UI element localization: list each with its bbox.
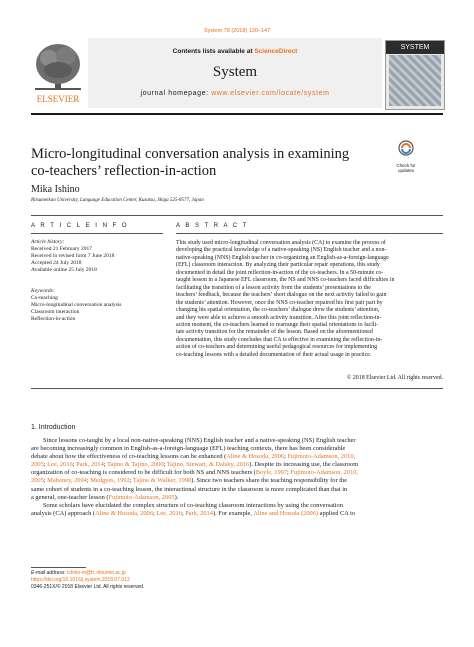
citation-link[interactable]: Fujimoto-Adamson, 2010, — [287, 453, 356, 461]
body-text-segment: ; — [103, 461, 108, 469]
homepage-prefix: journal homepage: — [140, 90, 212, 97]
check-for-updates-icon — [398, 140, 414, 158]
abstract-line: action moment, the co-teachers learned to rearrange their spatial orientations to facili- — [176, 321, 379, 328]
email-label: E-mail address: — [31, 570, 68, 576]
body-text-segment: a general, one-teacher lesson ( — [31, 493, 109, 501]
body-line — [31, 494, 443, 502]
history-item: Available online 25 July 2018 — [31, 267, 97, 273]
abstract-line: co-teaching lessons with a detailed documentation of their actual usage in practice. — [176, 351, 372, 358]
abstract-line: tate activity transition for the remainder of the lesson. Based on the aforementioned — [176, 329, 373, 336]
history-item: Accepted 24 July 2018 — [31, 260, 82, 266]
body-line — [31, 502, 443, 510]
citation-link[interactable]: Aline & Hosoda, 2006 — [95, 509, 153, 517]
journal-cover[interactable] — [385, 40, 445, 110]
abstract-body — [176, 240, 443, 359]
body-text-segment: ). Since two teachers share the teaching responsibility for the — [191, 477, 348, 485]
article-info-heading: A R T I C L E I N F O — [31, 223, 129, 229]
abstract-line: native-speaking (NNS) English teacher in co-organizing an English-as-a-foreign-language — [176, 254, 389, 261]
introduction-heading: 1. Introduction — [31, 424, 76, 431]
author-affiliation: Ritsumeikan University, Language Education Center, Kusatsu, Shiga 525-8577, Japan — [31, 198, 204, 203]
homepage-link[interactable]: www.elsevier.com/locate/system — [211, 90, 330, 97]
history-item: Received in revised form 7 June 2018 — [31, 253, 115, 259]
body-text-segment: ; — [181, 509, 186, 517]
citation-link[interactable]: Boyle, 1997 — [255, 469, 288, 477]
abstract-line: and they were able to achieve a smooth activity transition. After this joint reflection-in- — [176, 314, 382, 321]
keyword: Reflection-in-action — [31, 316, 76, 322]
sciencedirect-link[interactable]: ScienceDirect — [254, 48, 298, 55]
citation-link[interactable]: Mahoney, 2004 — [47, 477, 87, 485]
section-rule — [31, 215, 443, 216]
title-line-2: co-teachers’ reflection-in-action — [31, 163, 217, 179]
journal-name: System — [212, 64, 258, 80]
body-text-segment: ). Despite its increasing use, the classroom — [249, 461, 359, 469]
body-text-segment: Since lessons co-taught by a local non-native-speaking (NNS) English teacher and a native-speaking (NS) English teacher — [43, 437, 356, 444]
citation-link[interactable]: Park, 2014 — [76, 461, 104, 469]
keyword: Micro-longitudinal conversation analysis — [31, 302, 122, 308]
body-text-segment: organization of co-teaching is considered to be difficult for both NS and NNS teachers ( — [31, 469, 256, 477]
journal-homepage — [88, 90, 382, 97]
contents-prefix: Contents lists available at — [172, 48, 255, 55]
body-line — [31, 469, 443, 477]
body-text-segment: Some scholars have elucidated the complex structure of co-teaching classroom interactions by using the conversation — [43, 501, 343, 509]
badge-label: Check for updates — [396, 163, 416, 173]
keyword: Co-teaching — [31, 295, 58, 301]
citation-link[interactable]: 2005 — [31, 461, 44, 469]
body-text-segment: analysis (CA) approach ( — [31, 509, 96, 517]
citation-link[interactable]: Aline & Hosoda, 2006 — [226, 453, 285, 461]
history-label: Article history: — [31, 239, 65, 245]
citation-link[interactable]: Tajino & Tajino, 2000 — [107, 461, 164, 469]
body-text-segment: ; — [43, 461, 48, 469]
elsevier-logo — [31, 40, 85, 108]
body-line — [31, 461, 443, 469]
footnotes — [31, 570, 144, 591]
keywords — [31, 288, 171, 323]
check-for-updates-badge[interactable] — [392, 140, 420, 172]
abstract-line: developing the practical knowledge of a native-speaking (NS) English teacher and a non- — [176, 247, 387, 254]
citation-link[interactable]: Park, 2014 — [185, 509, 213, 517]
issn-line: 0346-251X/© 2018 Elsevier Ltd. All rights reserved. — [31, 584, 145, 590]
abstract-line: documentation, this study concludes that CA is effective in examining the reflection-in- — [176, 336, 383, 343]
abstract-line: facilitating the transition of a lesson activity from the students’ presentations to the — [176, 284, 371, 291]
citation-link[interactable]: Lee, 2016 — [47, 461, 73, 469]
body-text-segment: same cohort of students in a co-teaching lesson, the interactional structure in the classroom is more complicated than that in — [31, 485, 348, 493]
body-text-segment: ; — [129, 477, 133, 485]
citation-link[interactable]: Aline and Hosoda (2006) — [253, 509, 319, 517]
header-rule — [31, 113, 443, 115]
body-text-segment: ; — [163, 461, 167, 469]
abstract-heading: A B S T R A C T — [176, 223, 249, 229]
abstract-line: action of co-teachers and determining useful pedagogical resources for implementing — [176, 344, 378, 351]
body-text-segment: debate about how the effectiveness of co-teaching lessons can be enhanced ( — [31, 453, 227, 461]
body-text-segment: are becoming increasingly common in English-as-a-foreign-language (EFL) teaching contexts, there has been considerable — [31, 445, 346, 453]
abstract-line: teachers’ feedback, because the teachers’ short dialogue on the next activity failed to gain — [176, 292, 387, 299]
body-text-segment: ; — [43, 477, 48, 485]
abstract-line: changing his spatial orientation, the co-teachers’ dialogue drew the students’ attention, — [176, 307, 380, 314]
body-text-segment: ; — [86, 477, 91, 485]
body-text-segment: ; — [152, 509, 157, 517]
article-info-rule — [31, 233, 163, 234]
citation-link[interactable]: Medgyes, 1992 — [90, 477, 130, 485]
abstract-line: the students’ attention. However, once the NNS co-teacher repaired his first pair part by — [176, 299, 383, 306]
body-text-segment: ). — [174, 493, 179, 501]
author-name[interactable]: Mika Ishino — [31, 184, 80, 195]
body-line — [31, 445, 443, 453]
citation-link[interactable]: Fujimoto-Adamson, 2005 — [108, 493, 175, 501]
introduction-body — [31, 437, 443, 518]
abstract-line: documented in detail the joint reflection-in-action of the co-teachers. In a 50-minute co- — [176, 269, 384, 276]
contents-line — [88, 48, 382, 55]
title-line-1: Micro-longitudinal conversation analysis in examining — [31, 146, 350, 162]
publisher-logo-text: ELSEVIER — [36, 94, 80, 104]
history-item: Received 21 February 2017 — [31, 246, 92, 252]
article-history — [31, 239, 171, 274]
cover-image — [389, 55, 441, 106]
citation-link[interactable]: Tajino & Walker, 1998 — [132, 477, 192, 485]
body-line — [31, 510, 443, 518]
email-footnote — [31, 570, 144, 577]
section-rule-bottom — [31, 388, 443, 389]
email-link[interactable]: ishino-m@fc.ritsumei.ac.jp — [67, 570, 126, 576]
abstract-line: taught lesson in a Japanese EFL classroom, the NS and NNS co-teachers faced difficulties in — [176, 277, 395, 284]
citation-link[interactable]: Lee, 2016 — [156, 509, 182, 517]
citation-link[interactable]: Fujimoto-Adamson, 2010, — [290, 469, 359, 477]
body-text-segment: ). For example, — [212, 509, 254, 517]
abstract-rule — [176, 233, 443, 234]
body-text-segment: ; — [287, 469, 291, 477]
abstract-line: This study used micro-longitudinal conversation analysis (CA) to examine the process of — [176, 240, 386, 246]
abstract-line: (EFL) classroom interaction. By analyzing their particular repair operations, this study — [176, 262, 380, 269]
article-title — [31, 146, 361, 180]
copyright: © 2018 Elsevier Ltd. All rights reserved. — [346, 375, 443, 381]
citation-link[interactable]: Tajino, Stewart, & Dalsky, 2016 — [166, 461, 250, 469]
body-line — [31, 477, 443, 485]
journal-citation[interactable]: System 78 (2018) 130–147 — [203, 28, 271, 34]
body-text-segment: ; — [72, 461, 77, 469]
cover-title: SYSTEM — [386, 41, 444, 54]
keywords-label: Keywords: — [31, 288, 55, 294]
body-text-segment: ; — [284, 453, 288, 461]
footnote-rule — [31, 567, 86, 568]
body-text-segment: applied CA to — [318, 509, 356, 517]
body-line — [31, 453, 443, 461]
keyword: Classroom interaction — [31, 309, 80, 315]
body-line — [31, 486, 443, 494]
citation-link[interactable]: 2005 — [31, 477, 44, 485]
body-line — [31, 437, 443, 445]
doi-link[interactable]: https://doi.org/10.1016/j.system.2018.07.013 — [31, 577, 130, 583]
